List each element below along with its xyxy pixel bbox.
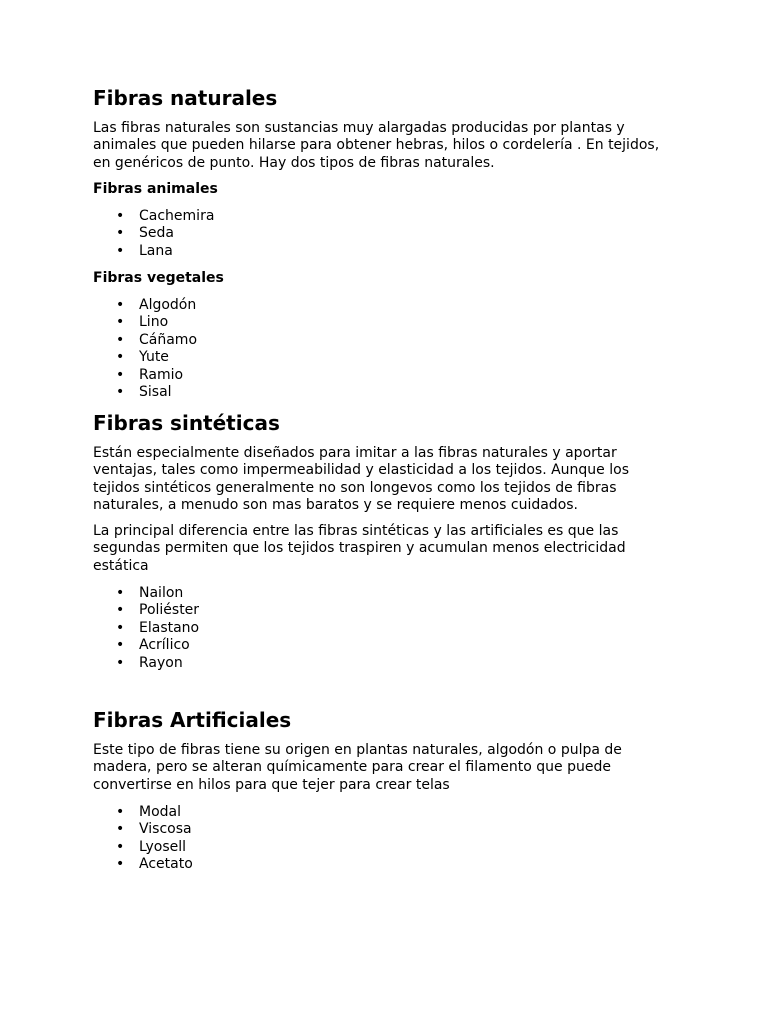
list-item-text: Lyosell — [139, 838, 187, 855]
paragraph-line: convertirse en hilos para que tejer para crear telas — [93, 776, 450, 793]
list-item-text: Acetato — [139, 856, 193, 873]
bullet-icon: • — [116, 602, 125, 619]
list-item-text: Lana — [139, 242, 173, 259]
bullet-icon: • — [116, 242, 125, 259]
subheading-fibras-animales: Fibras animales — [93, 181, 218, 197]
paragraph-line: Están especialmente diseñados para imitar a las fibras naturales y aportar — [93, 445, 617, 461]
paragraph-line: La principal diferencia entre las fibras sintéticas y las artificiales es que las — [93, 523, 619, 539]
list-item-text: Rayon — [139, 654, 183, 671]
paragraph-line: naturales, a menudo son mas baratos y se requiere menos cuidados. — [93, 497, 579, 514]
section-heading-fibras-artificiales: Fibras Artificiales — [93, 708, 292, 732]
paragraph-fibras-artificiales — [93, 742, 683, 794]
list-item-text: Sisal — [139, 383, 172, 400]
list-item-text: Lino — [139, 314, 169, 331]
bullet-icon: • — [116, 314, 125, 331]
list-item-text: Modal — [139, 804, 181, 820]
bullet-icon: • — [116, 804, 125, 820]
list-item-text: Ramio — [139, 366, 184, 383]
list-item-text: Elastano — [139, 619, 200, 636]
paragraph-line: tejidos sintéticos generalmente no son longevos como los tejidos de fibras — [93, 479, 617, 496]
bullet-icon: • — [116, 366, 125, 383]
paragraph-line: Las fibras naturales son sustancias muy alargadas producidas por plantas y — [93, 120, 625, 136]
bullet-icon: • — [116, 838, 125, 855]
list-item-text: Algodón — [139, 297, 197, 313]
bullet-icon: • — [116, 297, 125, 313]
bullet-icon: • — [116, 225, 125, 242]
paragraph-line: ventajas, tales como impermeabilidad y elasticidad a los tejidos. Aunque los — [93, 462, 629, 479]
list-item-text: Poliéster — [139, 602, 200, 619]
list-item-text: Viscosa — [139, 821, 192, 838]
subheading-fibras-vegetales: Fibras vegetales — [93, 270, 224, 286]
paragraph-line: en genéricos de punto. Hay dos tipos de fibras naturales. — [93, 154, 495, 171]
paragraph-fibras-sinteticas-2 — [93, 523, 683, 575]
bullet-icon: • — [116, 331, 125, 348]
bullet-icon: • — [116, 619, 125, 636]
bullet-icon: • — [116, 349, 125, 366]
list-item-text: Seda — [139, 225, 174, 242]
section-heading-fibras-sinteticas: Fibras sintéticas — [93, 411, 280, 435]
list-item-text: Acrílico — [139, 637, 190, 654]
list-item-text: Nailon — [139, 585, 184, 601]
paragraph-line: animales que pueden hilarse para obtener hebras, hilos o cordelería . En tejidos, — [93, 137, 660, 154]
bullet-icon: • — [116, 637, 125, 654]
bullet-icon: • — [116, 821, 125, 838]
list-item-text: Cachemira — [139, 208, 215, 224]
paragraph-fibras-sinteticas-1 — [93, 445, 683, 515]
paragraph-line: madera, pero se alteran químicamente para crear el filamento que puede — [93, 759, 611, 776]
list-item-text: Cáñamo — [139, 331, 198, 348]
paragraph-line: Este tipo de fibras tiene su origen en plantas naturales, algodón o pulpa de — [93, 742, 622, 758]
bullet-icon: • — [116, 856, 125, 873]
paragraph-line: segundas permiten que los tejidos traspiren y acumulan menos electricidad — [93, 540, 626, 557]
paragraph-line: estática — [93, 557, 149, 574]
section-heading-fibras-naturales: Fibras naturales — [93, 86, 278, 110]
bullet-icon: • — [116, 383, 125, 400]
paragraph-fibras-naturales — [93, 120, 683, 172]
bullet-icon: • — [116, 208, 125, 224]
list-item-text: Yute — [139, 349, 169, 366]
bullet-icon: • — [116, 654, 125, 671]
bullet-icon: • — [116, 585, 125, 601]
